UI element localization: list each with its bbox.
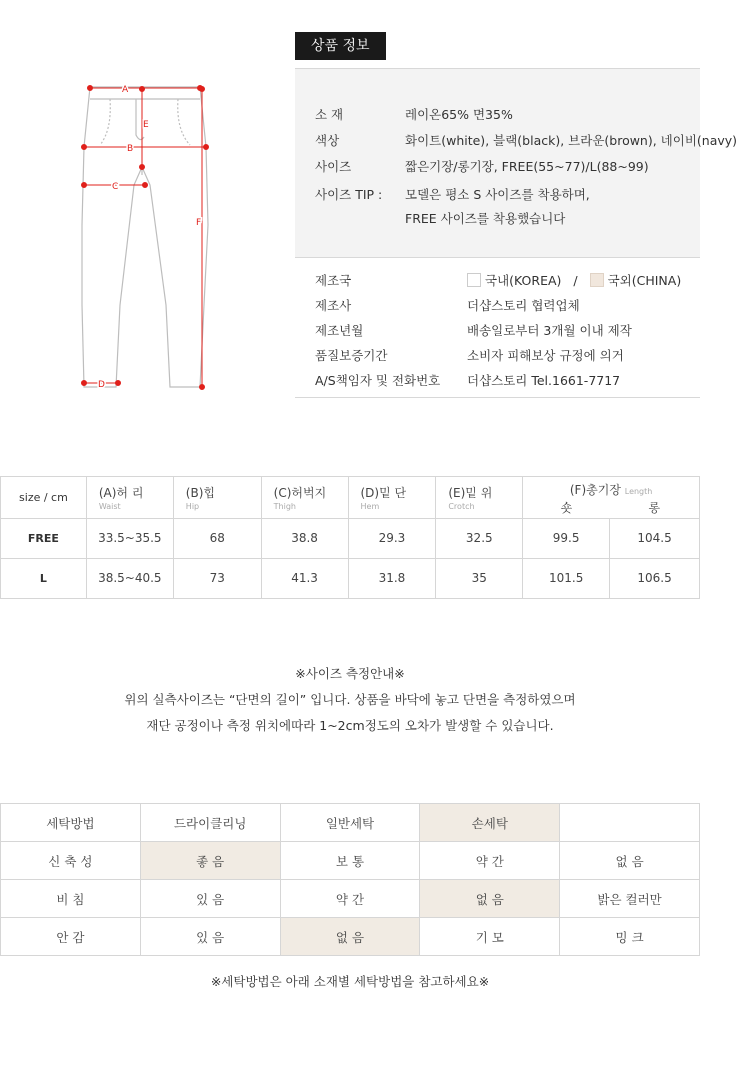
col-hip-ko: (B)힙 <box>185 485 215 500</box>
cell: 104.5 <box>610 518 700 558</box>
col-hem-ko: (D)밑 단 <box>360 485 407 500</box>
wash-cell: 없 음 <box>560 842 700 880</box>
wash-row-label: 세탁방법 <box>1 804 141 842</box>
cell: 38.5~40.5 <box>86 558 173 598</box>
cell: 73 <box>173 558 261 598</box>
size-label: 사이즈 <box>315 159 352 174</box>
col-crotch <box>436 477 523 519</box>
product-info-box <box>295 68 737 258</box>
manufacturer-info-box <box>295 258 700 398</box>
wash-cell: 약 간 <box>420 842 560 880</box>
warranty-label: 품질보증기간 <box>315 348 388 363</box>
col-hip-en: Hip <box>185 501 200 511</box>
country-separator: / <box>573 273 578 288</box>
col-length-long: 롱 <box>610 498 700 518</box>
wash-cell: 없 음 <box>420 880 560 918</box>
country-domestic: 국내(KOREA) <box>485 273 562 288</box>
cell: 41.3 <box>261 558 348 598</box>
label-a: A <box>122 85 129 95</box>
wash-cell: 보 통 <box>280 842 420 880</box>
size-header: size / cm <box>1 477 87 519</box>
label-e: E <box>143 120 149 130</box>
wash-cell: 있 음 <box>140 880 280 918</box>
label-d: D <box>98 380 105 390</box>
cell: 106.5 <box>610 558 700 598</box>
cell: 29.3 <box>348 518 436 558</box>
cell: 31.8 <box>348 558 436 598</box>
col-crotch-en: Crotch <box>448 501 475 511</box>
wash-cell: 약 간 <box>280 880 420 918</box>
date-label: 제조년월 <box>315 323 364 338</box>
size-notice-line2: 재단 공정이나 측정 위치에따라 1~2cm정도의 오차가 발생할 수 있습니다. <box>146 718 554 733</box>
wash-cell: 좋 음 <box>140 842 280 880</box>
as-label: A/S책임자 및 전화번호 <box>315 373 441 388</box>
country-label: 제조국 <box>315 273 352 288</box>
wash-cell: 일반세탁 <box>280 804 420 842</box>
col-hip <box>173 477 261 519</box>
col-waist-en: Waist <box>98 501 121 511</box>
size-tip-label: 사이즈 TIP : <box>315 187 383 202</box>
wash-footer: ※세탁방법은 아래 소재별 세탁방법을 참고하세요※ <box>210 974 490 989</box>
color-label: 색상 <box>315 133 340 148</box>
table-row <box>1 918 700 956</box>
col-crotch-ko: (E)밑 위 <box>448 485 493 500</box>
row-size: L <box>1 558 87 598</box>
col-length-ko: (F)총기장 <box>569 483 621 497</box>
pants-outline <box>82 87 208 387</box>
col-hem <box>348 477 436 519</box>
country-value <box>467 271 681 289</box>
table-row <box>1 880 700 918</box>
material-label: 소 재 <box>315 107 344 122</box>
wash-cell: 밝은 컬러만 <box>560 880 700 918</box>
col-length-short: 숏 <box>523 498 610 518</box>
cell: 68 <box>173 518 261 558</box>
wash-row-label: 신 축 성 <box>1 842 141 880</box>
col-length-en: Length <box>624 487 653 496</box>
col-thigh-en: Thigh <box>273 501 296 511</box>
label-c: C <box>112 182 119 192</box>
wash-cell: 없 음 <box>280 918 420 956</box>
table-row <box>1 804 700 842</box>
wash-cell: 밍 크 <box>560 918 700 956</box>
size-tip-value-1: 모델은 평소 S 사이즈를 착용하며, <box>405 187 590 202</box>
maker-label: 제조사 <box>315 298 352 313</box>
material-value: 레이온65% 면35% <box>405 107 513 122</box>
cell: 38.8 <box>261 518 348 558</box>
product-info-title: 상품 정보 <box>295 32 386 60</box>
wash-cell: 손세탁 <box>420 804 560 842</box>
col-waist-ko: (A)허 리 <box>98 485 144 500</box>
as-value: 더샵스토리 Tel.1661-7717 <box>467 373 621 388</box>
label-b: B <box>127 144 134 154</box>
country-foreign: 국외(CHINA) <box>607 273 682 288</box>
date-value: 배송일로부터 3개월 이내 제작 <box>467 323 632 338</box>
col-hem-en: Hem <box>360 501 380 511</box>
cell: 35 <box>436 558 523 598</box>
table-row <box>1 558 700 598</box>
wash-table <box>0 803 700 956</box>
wash-row-label: 비 침 <box>1 880 141 918</box>
wash-cell: 기 모 <box>420 918 560 956</box>
col-length <box>523 477 700 499</box>
maker-value: 더샵스토리 협력업체 <box>467 298 580 313</box>
wash-row-label: 안 감 <box>1 918 141 956</box>
color-value: 화이트(white), 블랙(black), 브라운(brown), 네이비(navy) <box>405 133 737 148</box>
measure-lines <box>82 86 209 390</box>
table-row <box>1 842 700 880</box>
cell: 32.5 <box>436 518 523 558</box>
cell: 99.5 <box>523 518 610 558</box>
foreign-checkbox <box>590 273 604 287</box>
row-size: FREE <box>1 518 87 558</box>
size-table <box>0 476 700 599</box>
size-value: 짧은기장/롱기장, FREE(55~77)/L(88~99) <box>405 159 649 174</box>
domestic-checkbox <box>467 273 481 287</box>
cell: 101.5 <box>523 558 610 598</box>
col-thigh-ko: (C)허벅지 <box>273 485 327 500</box>
table-row <box>1 518 700 558</box>
col-thigh <box>261 477 348 519</box>
warranty-value: 소비자 피해보상 규정에 의거 <box>467 348 624 363</box>
size-tip-value-2: FREE 사이즈를 착용했습니다 <box>405 211 566 226</box>
size-notice-title: ※사이즈 측정안내※ <box>295 666 405 681</box>
cell: 33.5~35.5 <box>86 518 173 558</box>
size-notice-line1: 위의 실측사이즈는 “단면의 길이” 입니다. 상품을 바닥에 놓고 단면을 측정하였으며 <box>124 692 576 707</box>
wash-cell: 드라이클리닝 <box>140 804 280 842</box>
col-waist <box>86 477 173 519</box>
wash-cell <box>560 804 700 842</box>
pants-measurement-diagram <box>70 75 220 405</box>
label-f: F <box>196 218 202 228</box>
wash-cell: 있 음 <box>140 918 280 956</box>
